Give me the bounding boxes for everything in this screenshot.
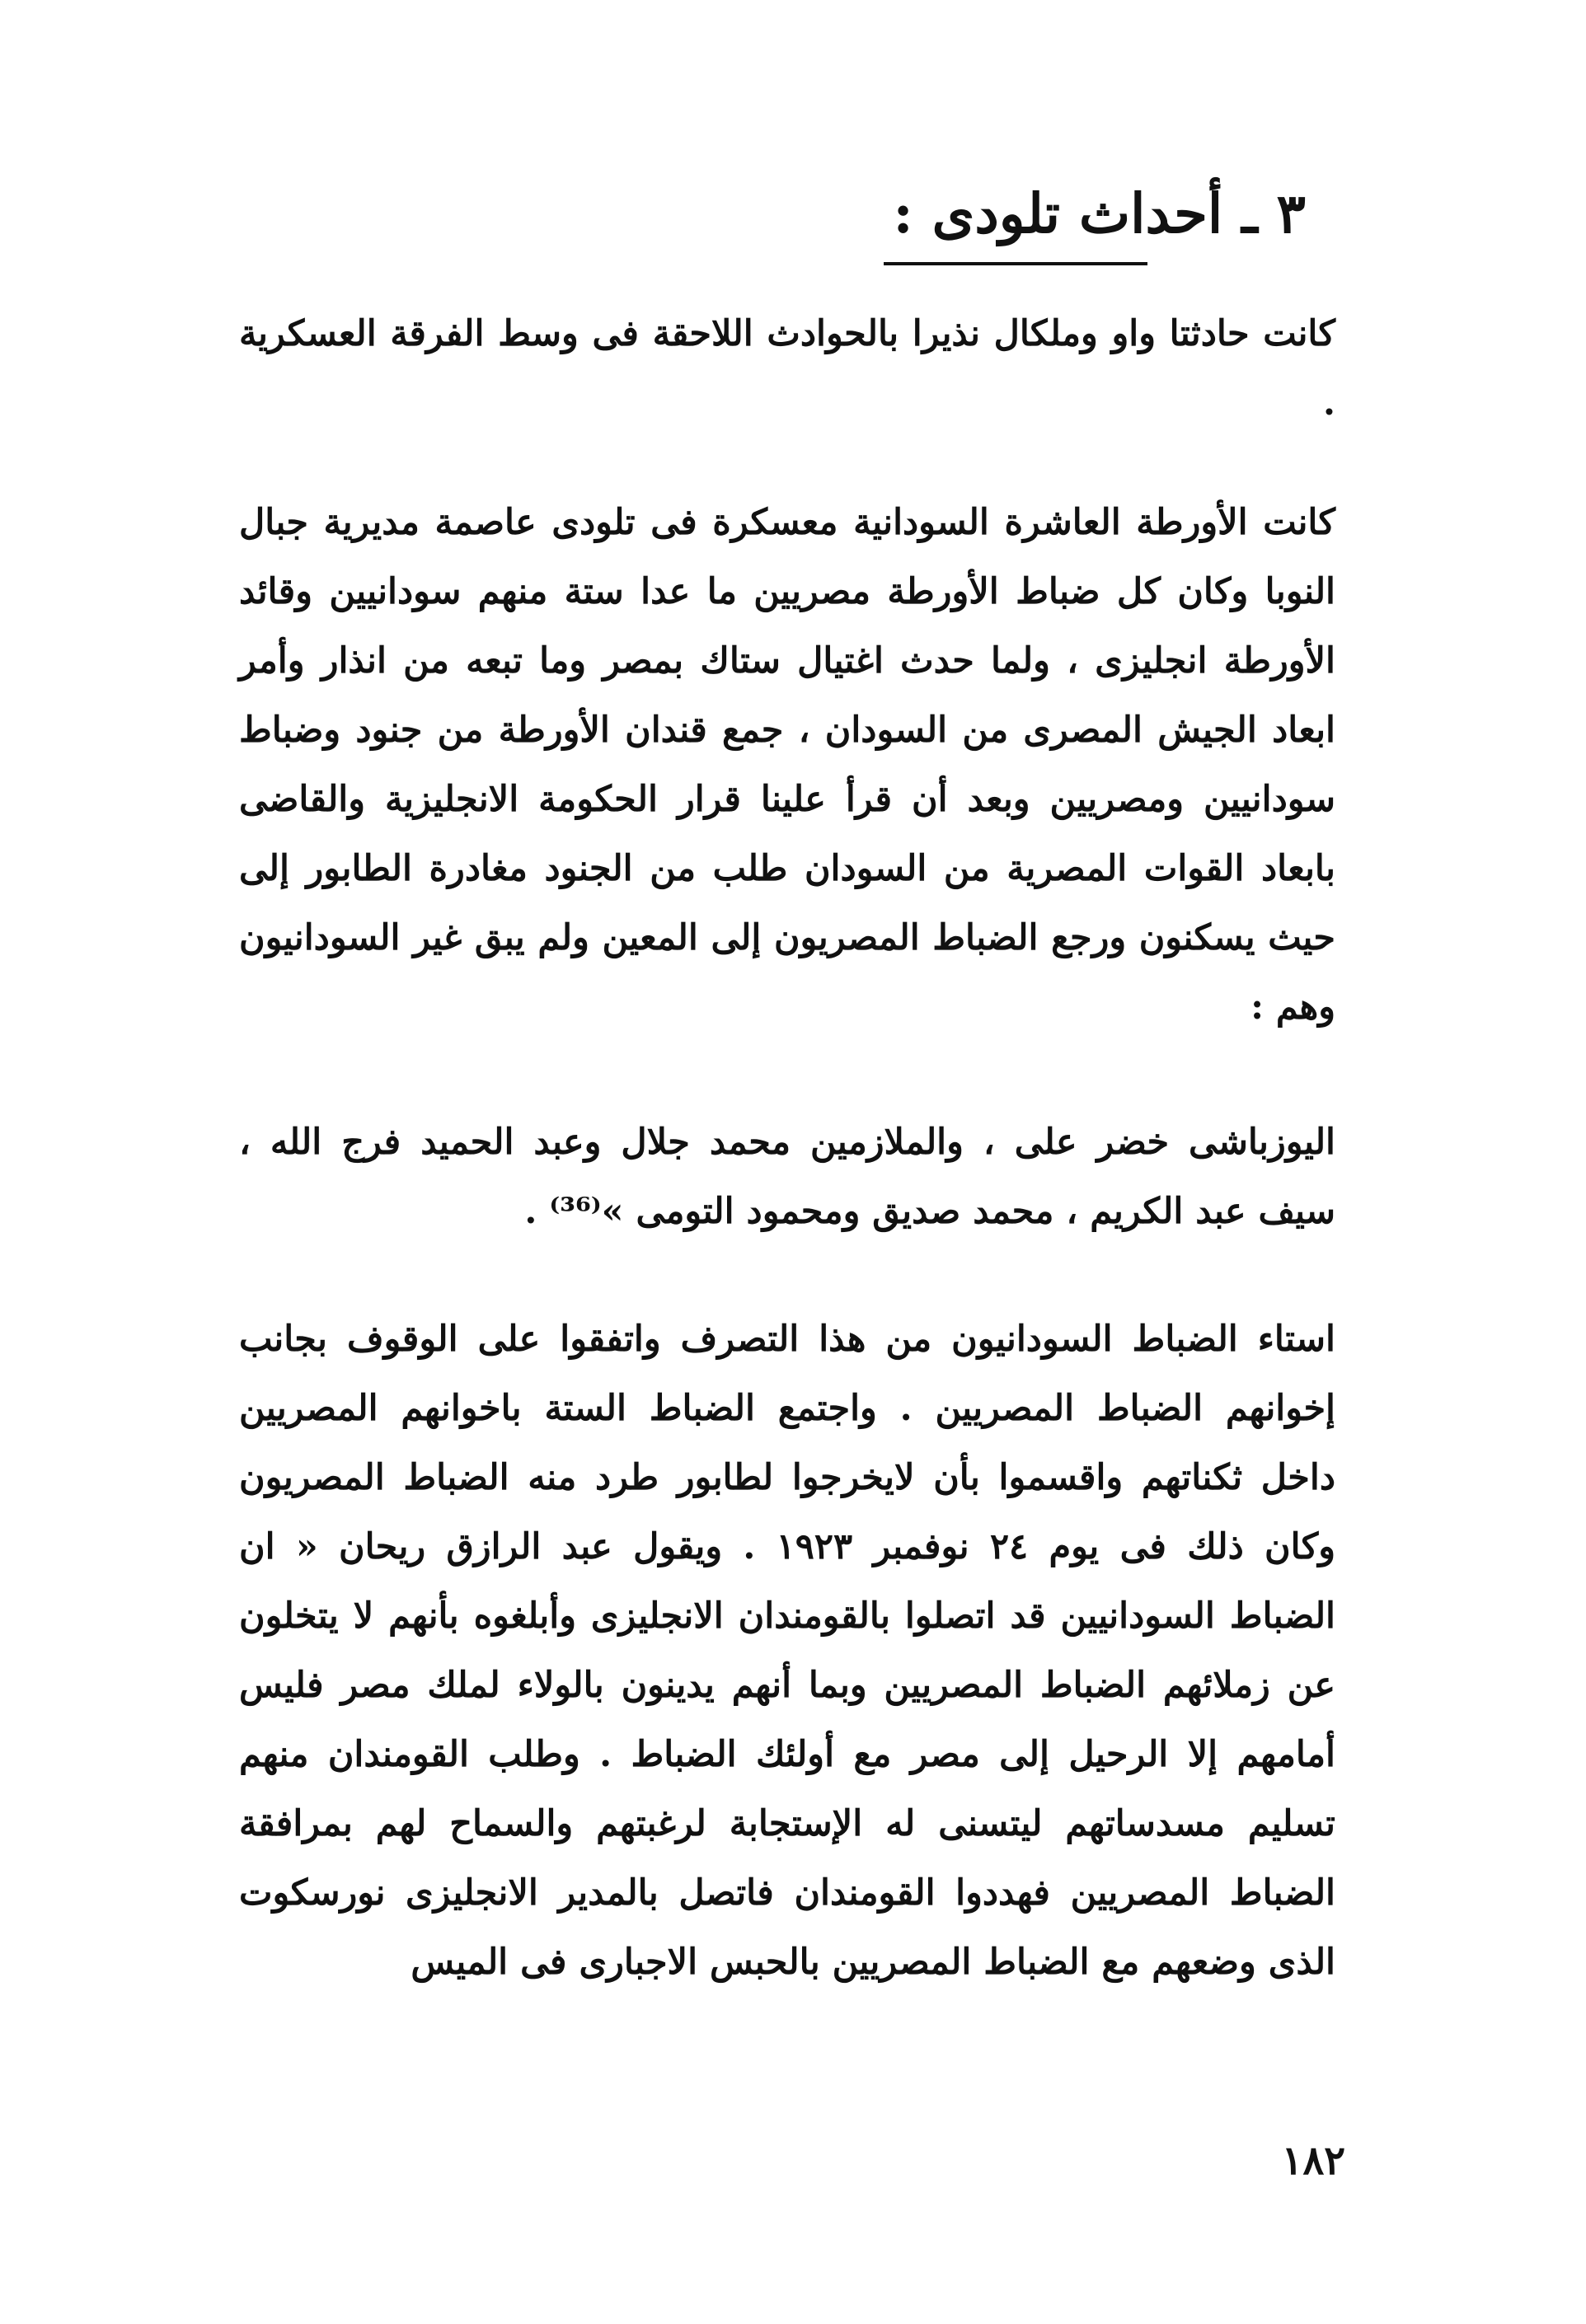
- paragraph-3: اليوزباشى خضر على ، والملازمين محمد جلال وعبد الحميد فرج الله ، سيف عبد الكريم ، محمد صديق ومحمود التومى »⁽³⁶⁾ .: [239, 1122, 1335, 1232]
- paragraph-4: استاء الضباط السودانيون من هذا التصرف واتفقوا على الوقوف بجانب إخوانهم الضباط المصريين . واجتمع الضباط الستة باخوانهم المصريين داخل ثكناتهم واقسموا بأن لايخرجوا لطابور طرد منه الضباط المصريون وكان ذلك فى يوم ٢٤ نوفمبر ١٩٢٣ . ويقول عبد الرازق ريحان « ان الضباط السودانيين قد اتصلوا بالقومندان الانجليزى وأبلغوه بأنهم لا يتخلون عن زملائهم الضباط المصريين وبما أنهم يدينون بالولاء لملك مصر فليس أمامهم إلا الرحيل إلى مصر مع أولئك الضباط . وطلب القومندان منهم تسليم مسدساتهم ليتسنى له الإستجابة لرغبتهم والسماح لهم بمرافقة الضباط المصريين فهددوا القومندان فاتصل بالمدير الانجليزى نورسكوت الذى وضعهم مع الضباط المصريين بالحبس الاجبارى فى الميس: [239, 1319, 1335, 1983]
- page-number: ١٨٢: [1281, 2138, 1345, 2184]
- heading-underline: [884, 262, 1147, 265]
- section-heading: ٣ ـ أحداث تلودى :: [893, 181, 1306, 246]
- paragraph-1: كانت حادثتا واو وملكال نذيرا بالحوادث اللاحقة فى وسط الفرقة العسكرية .: [239, 313, 1335, 424]
- paragraph-2: كانت الأورطة العاشرة السودانية معسكرة فى تلودى عاصمة مديرية جبال النوبا وكان كل ضباط الأورطة مصريين ما عدا ستة منهم سودانيين وقائد الأورطة انجليزى ، ولما حدث اغتيال ستاك بمصر وما تبعه من انذار وأمر ابعاد الجيش المصرى من السودان ، جمع قندان الأورطة من جنود وضباط سودانيين ومصريين وبعد أن قرأ علينا قرار الحكومة الانجليزية والقاضى بابعاد القوات المصرية من السودان طلب من الجنود مغادرة الطابور إلى حيث يسكنون ورجع الضباط المصريون إلى المعين ولم يبق غير السودانيون وهم :: [239, 502, 1335, 1028]
